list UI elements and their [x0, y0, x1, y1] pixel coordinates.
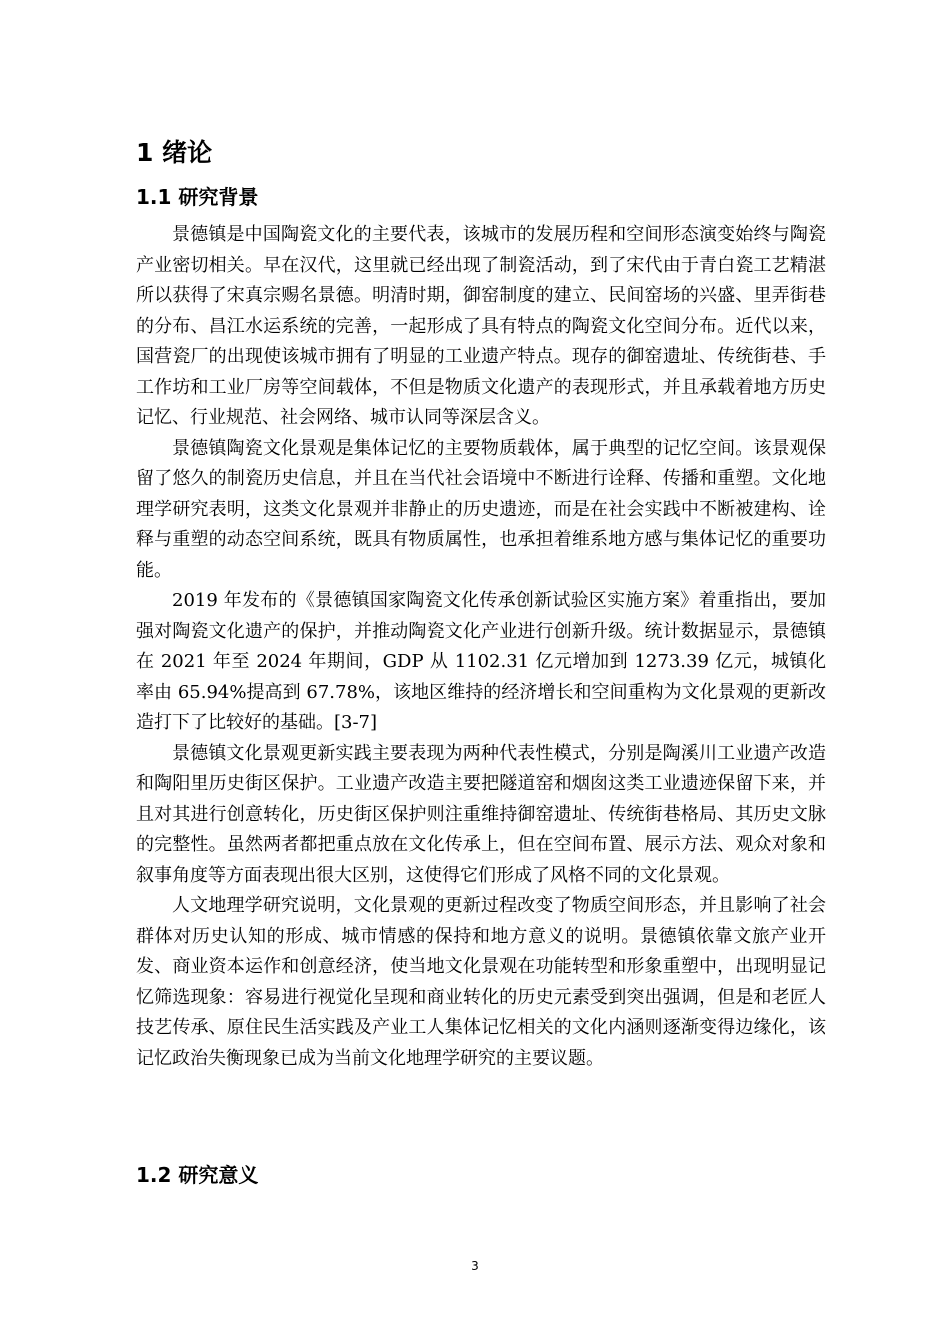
paragraph: 景德镇是中国陶瓷文化的主要代表，该城市的发展历程和空间形态演变始终与陶瓷产业密切相关。早在汉代，这里就已经出现了制瓷活动，到了宋代由于青白瓷工艺精湛所以获得了宋真宗赐名景德。明清时期，御窑制度的建立、民间窑场的兴盛、里弄街巷的分布、昌江水运系统的完善，一起形成了具有特点的陶瓷文化空间分布。近代以来，国营瓷厂的出现使该城市拥有了明显的工业遗产特点。现存的御窑遗址、传统街巷、手工作坊和工业厂房等空间载体，不但是物质文化遗产的表现形式，并且承载着地方历史记忆、行业规范、社会网络、城市认同等深层含义。 [136, 224, 826, 428]
chapter-title: 1 绪论 [136, 138, 213, 167]
paragraph: 人文地理学研究说明，文化景观的更新过程改变了物质空间形态，并且影响了社会群体对历史认知的形成、城市情感的保持和地方意义的说明。景德镇依靠文旅产业开发、商业资本运作和创意经济，使当地文化景观在功能转型和形象重塑中，出现明显记忆筛选现象：容易进行视觉化呈现和商业转化的历史元素受到突出强调，但是和老匠人技艺传承、原住民生活实践及产业工人集体记忆相关的文化内涵则逐渐变得边缘化，该记忆政治失衡现象已成为当前文化地理学研究的主要议题。 [136, 895, 826, 1069]
section-title-background: 1.1 研究背景 [136, 185, 259, 209]
section-body [136, 220, 826, 1074]
paragraph: 景德镇文化景观更新实践主要表现为两种代表性模式，分别是陶溪川工业遗产改造和陶阳里历史街区保护。工业遗产改造主要把隧道窑和烟囱这类工业遗迹保留下来，并且对其进行创意转化，历史街区保护则注重维持御窑遗址、传统街巷格局、其历史文脉的完整性。虽然两者都把重点放在文化传承上，但在空间布置、展示方法、观众对象和叙事角度等方面表现出很大区别，这使得它们形成了风格不同的文化景观。 [136, 742, 826, 886]
paragraph: 景德镇陶瓷文化景观是集体记忆的主要物质载体，属于典型的记忆空间。该景观保留了悠久的制瓷历史信息，并且在当代社会语境中不断进行诠释、传播和重塑。文化地理学研究表明，这类文化景观并非静止的历史遗迹，而是在社会实践中不断被建构、诠释与重塑的动态空间系统，既具有物质属性，也承担着维系地方感与集体记忆的重要功能。 [136, 437, 826, 581]
page-number: 3 [471, 1259, 479, 1273]
paragraph: 2019 年发布的《景德镇国家陶瓷文化传承创新试验区实施方案》着重指出，要加强对陶瓷文化遗产的保护，并推动陶瓷文化产业进行创新升级。统计数据显示，景德镇在 2021 年至 2024 年期间，GDP 从 1102.31 亿元增加到 1273.39 亿元，城镇化率由 65.94%提高到 67.78%，该地区维持的经济增长和空间重构为文化景观的更新改造打下了比较好的基础。[3-7] [136, 590, 826, 733]
section-title-significance: 1.2 研究意义 [136, 1163, 259, 1187]
